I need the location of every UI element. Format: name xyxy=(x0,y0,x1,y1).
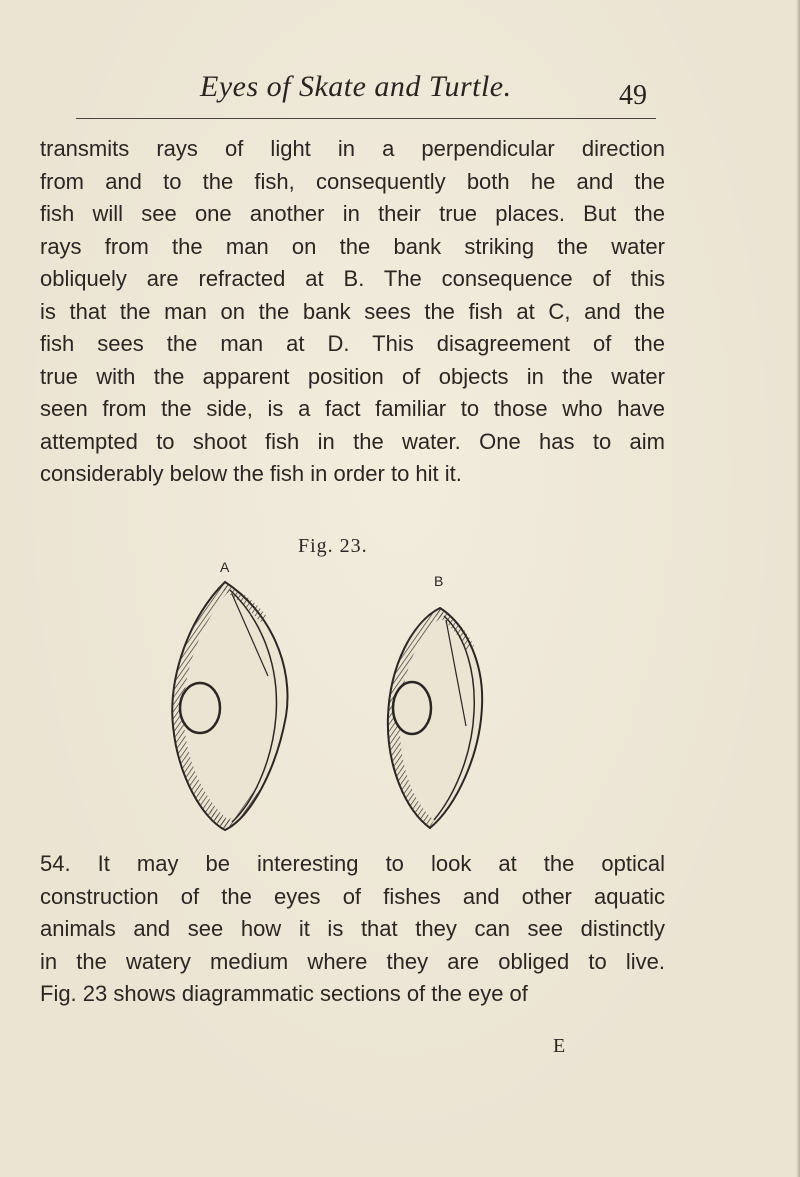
text-line: in the watery medium where they are obliged to live. xyxy=(40,948,665,974)
paragraph-optical-construction xyxy=(40,848,665,1011)
lens-a xyxy=(180,683,220,733)
text-line: construction of the eyes of fishes and other aquatic xyxy=(40,883,665,909)
header-rule xyxy=(76,118,656,119)
paragraph-refraction xyxy=(40,133,665,491)
page-number: 49 xyxy=(619,80,647,111)
text-line: fish sees the man at D. This disagreement of the xyxy=(40,331,665,356)
eye-sections-figure xyxy=(150,556,490,846)
running-title: Eyes of Skate and Turtle. xyxy=(200,70,512,103)
text-line: seen from the side, is a fact familiar to those who have xyxy=(40,396,665,421)
figure-caption: Fig. 23. xyxy=(298,535,368,557)
text-line: fish will see one another in their true places. But the xyxy=(40,201,665,226)
text-line: obliquely are refracted at B. The consequence of this xyxy=(40,266,665,291)
eye-section-b xyxy=(388,573,482,828)
eye-section-a xyxy=(172,559,287,830)
text-line: is that the man on the bank sees the fish at C, and the xyxy=(40,298,665,324)
text-line: rays from the man on the bank striking the water xyxy=(40,233,665,259)
text-line: animals and see how it is that they can see distinctly xyxy=(40,916,665,941)
lens-b xyxy=(393,682,431,734)
signature-mark: E xyxy=(553,1035,566,1057)
label-a: A xyxy=(220,559,230,575)
page-edge-shadow xyxy=(796,0,800,1177)
text-line: true with the apparent position of objects in the water xyxy=(40,363,665,389)
label-b: B xyxy=(434,573,444,589)
text-line: from and to the fish, consequently both he and the xyxy=(40,168,665,194)
text-line: considerably below the fish in order to hit it. xyxy=(40,461,462,486)
text-line: Fig. 23 shows diagrammatic sections of the eye of xyxy=(40,981,528,1006)
text-line: transmits rays of light in a perpendicular direction xyxy=(40,136,665,161)
text-line: attempted to shoot fish in the water. One has to aim xyxy=(40,428,665,454)
text-line: 54. It may be interesting to look at the optical xyxy=(40,851,665,876)
